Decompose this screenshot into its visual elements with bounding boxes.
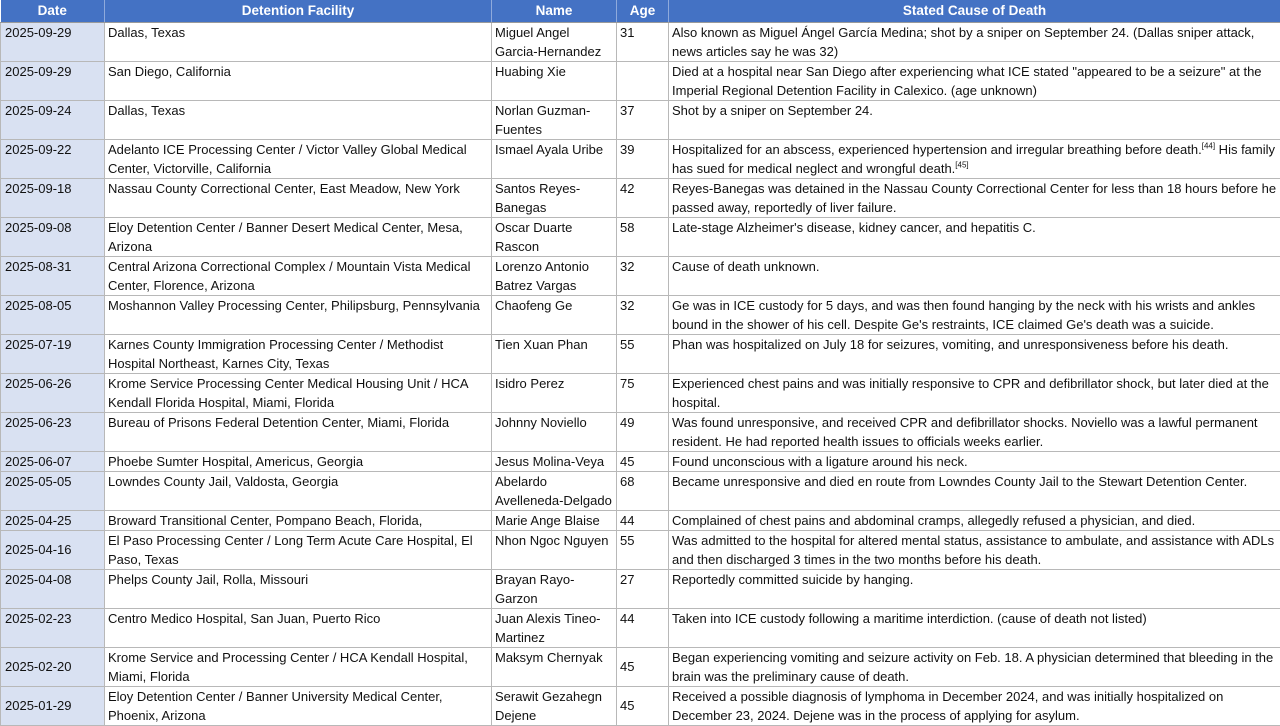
citation-link[interactable]: [44]: [1202, 141, 1215, 150]
cell-date[interactable]: 2025-06-23: [1, 412, 105, 451]
cell-name[interactable]: Lorenzo Antonio Batrez Vargas: [492, 256, 617, 295]
cell-name[interactable]: Norlan Guzman-Fuentes: [492, 100, 617, 139]
cell-facility[interactable]: Phoebe Sumter Hospital, Americus, Georgia: [105, 451, 492, 471]
cell-facility[interactable]: Dallas, Texas: [105, 22, 492, 61]
table-row: [1, 471, 1280, 510]
header-age[interactable]: Age: [617, 0, 669, 22]
table-row: [1, 22, 1280, 61]
header-facility[interactable]: Detention Facility: [105, 0, 492, 22]
cell-cause[interactable]: Experienced chest pains and was initially responsive to CPR and defibrillator shock, but later died at the hospital.: [669, 373, 1280, 412]
cell-age[interactable]: 58: [617, 217, 669, 256]
cell-facility[interactable]: Centro Medico Hospital, San Juan, Puerto Rico: [105, 608, 492, 647]
cell-date[interactable]: 2025-08-05: [1, 295, 105, 334]
cell-cause[interactable]: Became unresponsive and died en route from Lowndes County Jail to the Stewart Detention Center.: [669, 471, 1280, 510]
cell-cause[interactable]: Died at a hospital near San Diego after experiencing what ICE stated "appeared to be a seizure" at the Imperial Regional Detention Facility in Calexico. (age unknown): [669, 61, 1280, 100]
cell-date[interactable]: 2025-02-20: [1, 647, 105, 686]
cell-age[interactable]: 27: [617, 569, 669, 608]
cell-facility[interactable]: Bureau of Prisons Federal Detention Center, Miami, Florida: [105, 412, 492, 451]
table-row: [1, 373, 1280, 412]
cell-facility[interactable]: El Paso Processing Center / Long Term Acute Care Hospital, El Paso, Texas: [105, 530, 492, 569]
cell-age[interactable]: 75: [617, 373, 669, 412]
cell-age[interactable]: 32: [617, 256, 669, 295]
cell-name[interactable]: Miguel Angel Garcia-Hernandez: [492, 22, 617, 61]
cell-cause[interactable]: Began experiencing vomiting and seizure activity on Feb. 18. A physician determined that bleeding in the brain was the preliminary cause of death.: [669, 647, 1280, 686]
cell-cause[interactable]: Late-stage Alzheimer's disease, kidney cancer, and hepatitis C.: [669, 217, 1280, 256]
cell-cause[interactable]: Reportedly committed suicide by hanging.: [669, 569, 1280, 608]
table-row: [1, 61, 1280, 100]
cell-name[interactable]: Juan Alexis Tineo-Martinez: [492, 608, 617, 647]
cell-age[interactable]: 44: [617, 608, 669, 647]
cell-cause[interactable]: Received a possible diagnosis of lymphoma in December 2024, and was initially hospitalized on December 23, 2024. Dejene was in the process of applying for asylum.: [669, 686, 1280, 725]
cell-date[interactable]: 2025-09-18: [1, 178, 105, 217]
table-row: [1, 647, 1280, 686]
cell-age[interactable]: 39: [617, 139, 669, 178]
cell-age[interactable]: 42: [617, 178, 669, 217]
cell-date[interactable]: 2025-04-16: [1, 530, 105, 569]
cell-date[interactable]: 2025-01-29: [1, 686, 105, 725]
cell-facility[interactable]: Moshannon Valley Processing Center, Philipsburg, Pennsylvania: [105, 295, 492, 334]
cell-date[interactable]: 2025-05-05: [1, 471, 105, 510]
cause-text: Hospitalized for an abscess, experienced hypertension and irregular breathing before death.: [672, 142, 1202, 157]
cell-date[interactable]: 2025-09-29: [1, 22, 105, 61]
table-row: [1, 295, 1280, 334]
cell-name[interactable]: Serawit Gezahegn Dejene: [492, 686, 617, 725]
header-cause[interactable]: Stated Cause of Death: [669, 0, 1280, 22]
cell-date[interactable]: 2025-08-31: [1, 256, 105, 295]
cell-facility[interactable]: Phelps County Jail, Rolla, Missouri: [105, 569, 492, 608]
cell-cause[interactable]: [669, 139, 1280, 178]
cell-cause[interactable]: Was found unresponsive, and received CPR and defibrillator shocks. Noviello was a lawful permanent resident. He had reported health issues to officials weeks earlier.: [669, 412, 1280, 451]
table-body: [1, 22, 1280, 725]
header-row: [1, 0, 1280, 22]
cell-name[interactable]: Nhon Ngoc Nguyen: [492, 530, 617, 569]
cell-name[interactable]: Brayan Rayo-Garzon: [492, 569, 617, 608]
cell-age[interactable]: 55: [617, 530, 669, 569]
cell-facility[interactable]: Karnes County Immigration Processing Center / Methodist Hospital Northeast, Karnes City, Texas: [105, 334, 492, 373]
cell-facility[interactable]: Nassau County Correctional Center, East Meadow, New York: [105, 178, 492, 217]
table-row: [1, 608, 1280, 647]
cell-cause[interactable]: Also known as Miguel Ángel García Medina; shot by a sniper on September 24. (Dallas sniper attack, news articles say he was 32): [669, 22, 1280, 61]
table-row: [1, 217, 1280, 256]
cell-facility[interactable]: Krome Service Processing Center Medical Housing Unit / HCA Kendall Florida Hospital, Miami, Florida: [105, 373, 492, 412]
cell-name[interactable]: Abelardo Avelleneda-Delgado: [492, 471, 617, 510]
table-row: [1, 686, 1280, 725]
cell-facility[interactable]: Eloy Detention Center / Banner Desert Medical Center, Mesa, Arizona: [105, 217, 492, 256]
table-row: [1, 510, 1280, 530]
cell-name[interactable]: Oscar Duarte Rascon: [492, 217, 617, 256]
cell-age[interactable]: 37: [617, 100, 669, 139]
cell-date[interactable]: 2025-04-08: [1, 569, 105, 608]
cell-facility[interactable]: Krome Service and Processing Center / HCA Kendall Hospital, Miami, Florida: [105, 647, 492, 686]
cell-age[interactable]: 31: [617, 22, 669, 61]
cell-date[interactable]: 2025-06-07: [1, 451, 105, 471]
cell-name[interactable]: Ismael Ayala Uribe: [492, 139, 617, 178]
cell-date[interactable]: 2025-09-24: [1, 100, 105, 139]
cell-facility[interactable]: Dallas, Texas: [105, 100, 492, 139]
cell-date[interactable]: 2025-09-29: [1, 61, 105, 100]
cell-age[interactable]: [617, 61, 669, 100]
cell-cause[interactable]: Phan was hospitalized on July 18 for seizures, vomiting, and unresponsiveness before his death.: [669, 334, 1280, 373]
table-row: [1, 334, 1280, 373]
cell-age[interactable]: 68: [617, 471, 669, 510]
cell-cause[interactable]: Shot by a sniper on September 24.: [669, 100, 1280, 139]
cell-date[interactable]: 2025-07-19: [1, 334, 105, 373]
cell-age[interactable]: 55: [617, 334, 669, 373]
cell-cause[interactable]: Cause of death unknown.: [669, 256, 1280, 295]
cell-name[interactable]: Jesus Molina-Veya: [492, 451, 617, 471]
cell-cause[interactable]: Reyes-Banegas was detained in the Nassau County Correctional Center for less than 18 hours before he passed away, reportedly of liver failure.: [669, 178, 1280, 217]
table-row: [1, 451, 1280, 471]
cause-text: His family has sued for medical neglect and wrongful death.: [672, 142, 1275, 176]
cell-name[interactable]: Tien Xuan Phan: [492, 334, 617, 373]
table-row: [1, 412, 1280, 451]
table-row: [1, 530, 1280, 569]
cell-name[interactable]: Chaofeng Ge: [492, 295, 617, 334]
cell-facility[interactable]: Adelanto ICE Processing Center / Victor Valley Global Medical Center, Victorville, California: [105, 139, 492, 178]
header-date[interactable]: Date: [1, 0, 105, 22]
cell-name[interactable]: Huabing Xie: [492, 61, 617, 100]
cell-name[interactable]: Isidro Perez: [492, 373, 617, 412]
table-row: [1, 139, 1280, 178]
cell-name[interactable]: Marie Ange Blaise: [492, 510, 617, 530]
cell-facility[interactable]: Central Arizona Correctional Complex / Mountain Vista Medical Center, Florence, Arizona: [105, 256, 492, 295]
table-row: [1, 178, 1280, 217]
cell-name[interactable]: Maksym Chernyak: [492, 647, 617, 686]
cell-age[interactable]: 45: [617, 686, 669, 725]
citation-link[interactable]: [45]: [955, 160, 968, 169]
cell-facility[interactable]: Broward Transitional Center, Pompano Beach, Florida,: [105, 510, 492, 530]
cell-facility[interactable]: San Diego, California: [105, 61, 492, 100]
cell-cause[interactable]: Found unconscious with a ligature around his neck.: [669, 451, 1280, 471]
header-name[interactable]: Name: [492, 0, 617, 22]
table-row: [1, 100, 1280, 139]
cell-date[interactable]: 2025-09-08: [1, 217, 105, 256]
cell-date[interactable]: 2025-04-25: [1, 510, 105, 530]
cell-age[interactable]: 49: [617, 412, 669, 451]
cell-age[interactable]: 44: [617, 510, 669, 530]
cell-date[interactable]: 2025-02-23: [1, 608, 105, 647]
table-row: [1, 256, 1280, 295]
cell-cause[interactable]: Was admitted to the hospital for altered mental status, assistance to ambulate, and assistance with ADLs and then discharged 3 times in the two months before his death.: [669, 530, 1280, 569]
table-row: [1, 569, 1280, 608]
cell-age[interactable]: 45: [617, 647, 669, 686]
cell-date[interactable]: 2025-06-26: [1, 373, 105, 412]
cell-facility[interactable]: Eloy Detention Center / Banner University Medical Center, Phoenix, Arizona: [105, 686, 492, 725]
cell-name[interactable]: Santos Reyes-Banegas: [492, 178, 617, 217]
cell-cause[interactable]: Taken into ICE custody following a maritime interdiction. (cause of death not listed): [669, 608, 1280, 647]
cell-name[interactable]: Johnny Noviello: [492, 412, 617, 451]
cell-facility[interactable]: Lowndes County Jail, Valdosta, Georgia: [105, 471, 492, 510]
cell-cause[interactable]: Complained of chest pains and abdominal cramps, allegedly refused a physician, and died.: [669, 510, 1280, 530]
cell-date[interactable]: 2025-09-22: [1, 139, 105, 178]
cell-age[interactable]: 45: [617, 451, 669, 471]
cell-cause[interactable]: Ge was in ICE custody for 5 days, and was then found hanging by the neck with his wrists and ankles bound in the shower of his cell. Despite Ge's restraints, ICE claimed Ge's death was a suicide.: [669, 295, 1280, 334]
cell-age[interactable]: 32: [617, 295, 669, 334]
